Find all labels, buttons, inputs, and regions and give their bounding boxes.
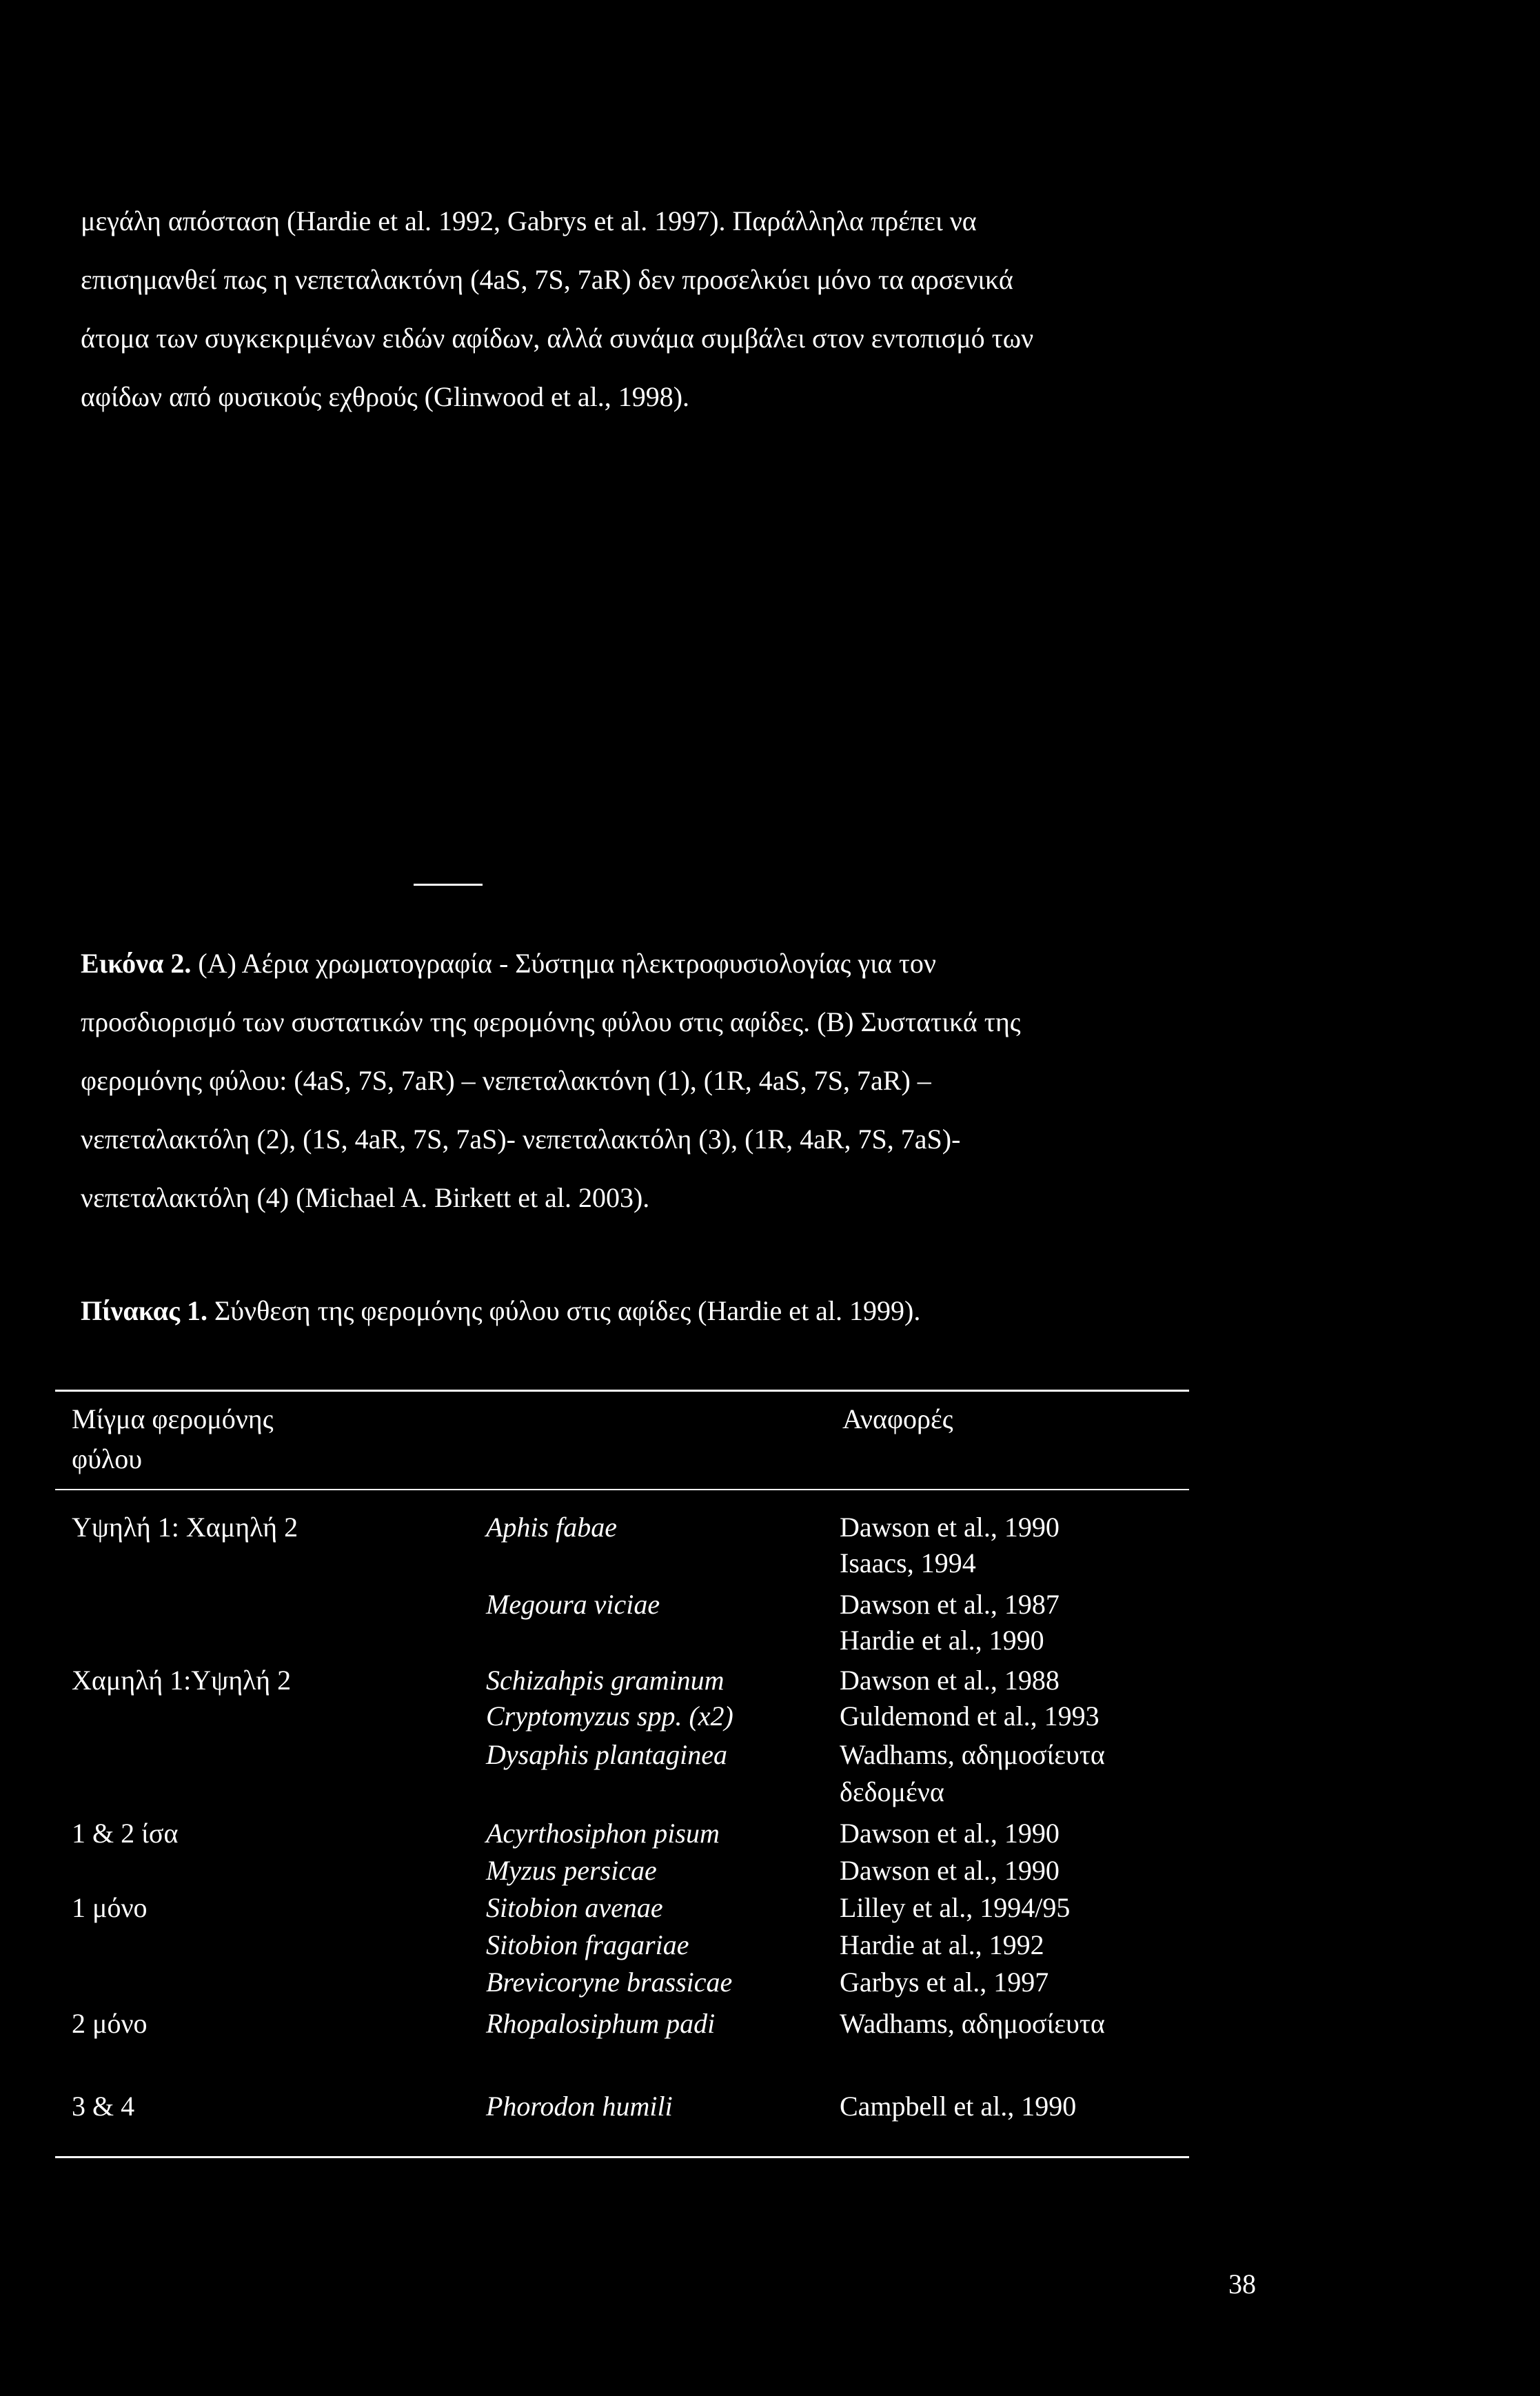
table-cell-species: Schizahpis graminum: [486, 1665, 725, 1696]
figure-caption-line: νεπεταλακτόλη (4) (Michael A. Birkett et al. 2003).: [81, 1182, 650, 1213]
table-cell-ref: Hardie at al., 1992: [840, 1929, 1044, 1960]
table-cell-ref: δεδομένα: [840, 1776, 944, 1807]
table-cell-mix: 1 μόνο: [72, 1892, 148, 1923]
table-cell-ref: Hardie et al., 1990: [840, 1625, 1044, 1656]
table-cell-mix: 3 & 4: [72, 2091, 135, 2122]
table-cell-species: Brevicoryne brassicae: [486, 1967, 733, 1998]
table-cell-species: Sitobion fragariae: [486, 1929, 689, 1960]
table-cell-ref: Wadhams, αδημοσίευτα: [840, 1739, 1105, 1770]
intro-line: άτομα των συγκεκριμένων ειδών αφίδων, αλλά συνάμα συμβάλει στον εντοπισμό των: [81, 323, 1034, 354]
table-cell-mix: 1 & 2 ίσα: [72, 1818, 179, 1849]
table-cell-species: Myzus persicae: [486, 1855, 657, 1886]
table-cell-ref: Lilley et al., 1994/95: [840, 1892, 1071, 1923]
figure-caption-label: Εικόνα 2.: [81, 948, 192, 979]
table-cell-ref: Wadhams, αδημοσίευτα: [840, 2008, 1105, 2039]
table-cell-ref: Dawson et al., 1990: [840, 1855, 1060, 1886]
table-cell-species: Cryptomyzus spp. (x2): [486, 1700, 733, 1732]
table-cell-species: Phorodon humili: [486, 2091, 673, 2122]
table-top-rule: [55, 1390, 1189, 1392]
table-bottom-rule: [55, 2156, 1189, 2158]
table-header-refs: Αναφορές: [842, 1403, 953, 1434]
table-cell-mix: 2 μόνο: [72, 2008, 148, 2039]
intro-paragraph: [81, 192, 1266, 426]
table-cell-mix: Χαμηλή 1:Υψηλή 2: [72, 1665, 292, 1696]
page-number: 38: [1228, 2268, 1256, 2299]
table-cell-mix: Υψηλή 1: Χαμηλή 2: [72, 1512, 298, 1543]
table-cell-ref: Dawson et al., 1990: [840, 1512, 1060, 1543]
table-cell-ref: Dawson et al., 1987: [840, 1589, 1060, 1620]
table-header-mix: Μίγμα φερομόνης φύλου: [72, 1403, 274, 1474]
intro-line: μεγάλη απόσταση (Hardie et al. 1992, Gabrys et al. 1997). Παράλληλα πρέπει να: [81, 205, 977, 236]
table-cell-ref: Dawson et al., 1988: [840, 1665, 1060, 1696]
table-caption-label: Πίνακας 1.: [81, 1295, 207, 1326]
table-cell-ref: Dawson et al., 1990: [840, 1818, 1060, 1849]
table-cell-ref: Guldemond et al., 1993: [840, 1700, 1100, 1732]
table-cell-species: Aphis fabae: [486, 1512, 617, 1543]
table-cell-species: Acyrthosiphon pisum: [486, 1818, 720, 1849]
intro-line: επισημανθεί πως η νεπεταλακτόνη (4aS, 7S, 7aR) δεν προσελκύει μόνο τα αρσενικά: [81, 264, 1013, 295]
table-cell-species: Dysaphis plantaginea: [486, 1739, 727, 1770]
table-cell-species: Sitobion avenae: [486, 1892, 663, 1923]
figure-caption-line: προσδιορισμό των συστατικών της φερομόνης φύλου στις αφίδες. (Β) Συστατικά της: [81, 1006, 1021, 1037]
figure-divider: [414, 884, 483, 886]
figure-caption: [81, 934, 1266, 1227]
table-caption-text: Σύνθεση της φερομόνης φύλου στις αφίδες (Hardie et al. 1999).: [214, 1295, 921, 1326]
table-cell-species: Megoura viciae: [486, 1589, 660, 1620]
table-caption: [81, 1290, 920, 1332]
figure-caption-line: φερομόνης φύλου: (4aS, 7S, 7aR) – νεπεταλακτόνη (1), (1R, 4aS, 7S, 7aR) –: [81, 1065, 931, 1096]
table-cell-ref: Campbell et al., 1990: [840, 2091, 1077, 2122]
figure-caption-line: (Α) Αέρια χρωματογραφία - Σύστημα ηλεκτροφυσιολογίας για τον: [198, 948, 937, 979]
table-cell-ref: Isaacs, 1994: [840, 1547, 976, 1578]
figure-caption-line: νεπεταλακτόλη (2), (1S, 4aR, 7S, 7aS)- νεπεταλακτόλη (3), (1R, 4aR, 7S, 7aS)-: [81, 1124, 961, 1155]
table-cell-species: Rhopalosiphum padi: [486, 2008, 716, 2039]
intro-line: αφίδων από φυσικούς εχθρούς (Glinwood et al., 1998).: [81, 381, 690, 412]
table-header-rule: [55, 1489, 1189, 1490]
table-cell-ref: Garbys et al., 1997: [840, 1967, 1049, 1998]
